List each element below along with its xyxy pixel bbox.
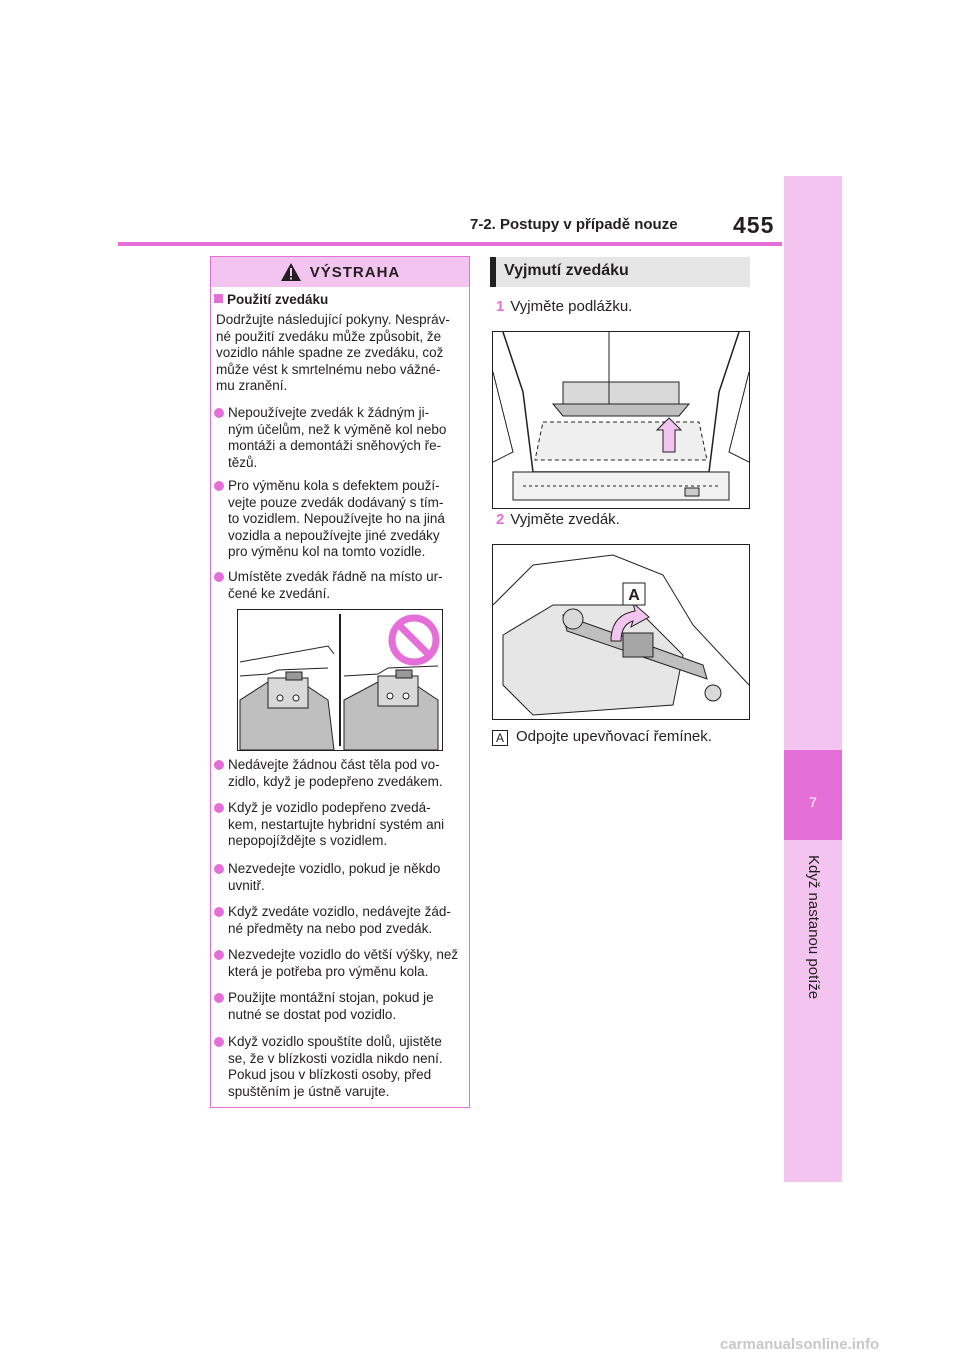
bullet-dot-icon bbox=[214, 993, 224, 1003]
bullet-dot-icon bbox=[214, 481, 224, 491]
jack-removal-illustration bbox=[492, 544, 750, 720]
warning-bullet: Nedávejte žádnou část těla pod vo- zidlo, když je podepřeno zvedákem. bbox=[214, 757, 464, 790]
section-header bbox=[490, 257, 750, 287]
bullet-dot-icon bbox=[214, 950, 224, 960]
warning-bullet: Nepoužívejte zvedák k žádným ji- ným účelům, než k výměně kol nebo montáži a demontáži sněhových ře- tězů. bbox=[214, 405, 464, 471]
bullet-dot-icon bbox=[214, 907, 224, 917]
warning-bullet: Umístěte zvedák řádně na místo ur- čené ke zvedání. bbox=[214, 569, 464, 602]
bullet-dot-icon bbox=[214, 408, 224, 418]
bullet-dot-icon bbox=[214, 1037, 224, 1047]
square-bullet-icon bbox=[214, 294, 223, 303]
jack-placement-illustration bbox=[237, 609, 443, 751]
warning-triangle-icon bbox=[280, 262, 302, 282]
warning-header bbox=[211, 257, 469, 287]
step-1: 1 Vyjměte podlážku. bbox=[496, 298, 633, 315]
callout-letter: A bbox=[492, 730, 508, 746]
warning-bullet: Když zvedáte vozidlo, nedávejte žád- né předměty na nebo pod zvedák. bbox=[214, 904, 464, 937]
cargo-floor-illustration bbox=[492, 331, 750, 509]
chapter-side-tab bbox=[784, 176, 842, 1182]
footer-watermark: carmanualsonline.info bbox=[720, 1336, 880, 1353]
bullet-dot-icon bbox=[214, 803, 224, 813]
section-heading: Vyjmutí zvedáku bbox=[504, 262, 629, 279]
step-2: 2 Vyjměte zvedák. bbox=[496, 511, 620, 528]
warning-bullet: Pro výměnu kola s defektem použí- vejte pouze zvedák dodávaný s tím- to vozidlem. Nepoužívejte ho na jiná vozidla a nepoužívejte jiné zvedáky pro výměnu kol na tomto vozidle. bbox=[214, 478, 464, 561]
section-title: 7-2. Postupy v případě nouze bbox=[470, 216, 678, 233]
header-rule bbox=[118, 242, 782, 246]
warning-title: VÝSTRAHA bbox=[309, 263, 401, 281]
warning-bullet: Použijte montážní stojan, pokud je nutné se dostat pod vozidlo. bbox=[214, 990, 464, 1023]
bullet-dot-icon bbox=[214, 864, 224, 874]
warning-bullet: Nezvedejte vozidlo, pokud je někdo uvnitř. bbox=[214, 861, 464, 894]
warning-intro: Dodržujte následující pokyny. Nespráv- né použití zvedáku může způsobit, že vozidlo náhle spadne ze zvedáku, což může vést k smrtelnému nebo vážné- mu zranění. bbox=[216, 312, 450, 393]
illustration-label: A bbox=[628, 587, 640, 604]
page-number: 455 bbox=[733, 212, 775, 238]
bullet-dot-icon bbox=[214, 572, 224, 582]
prohibition-icon bbox=[392, 618, 436, 662]
callout-text: Odpojte upevňovací řemínek. bbox=[516, 728, 712, 745]
chapter-title: Když nastanou potíže bbox=[805, 855, 822, 1000]
callout-a bbox=[492, 728, 712, 746]
chapter-number: 7 bbox=[809, 794, 817, 810]
bullet-dot-icon bbox=[214, 760, 224, 770]
warning-subtitle: Použití zvedáku bbox=[214, 292, 328, 307]
warning-bullet: Když je vozidlo podepřeno zvedá- kem, nestartujte hybridní systém ani nepopojíždějte s vozidlem. bbox=[214, 800, 464, 850]
warning-bullet: Nezvedejte vozidlo do větší výšky, než která je potřeba pro výměnu kola. bbox=[214, 947, 464, 980]
warning-bullet: Když vozidlo spouštíte dolů, ujistěte se, že v blízkosti vozidla nikdo není. Pokud jsou v blízkosti osoby, před spuštěním je ústně varujte. bbox=[214, 1034, 464, 1100]
